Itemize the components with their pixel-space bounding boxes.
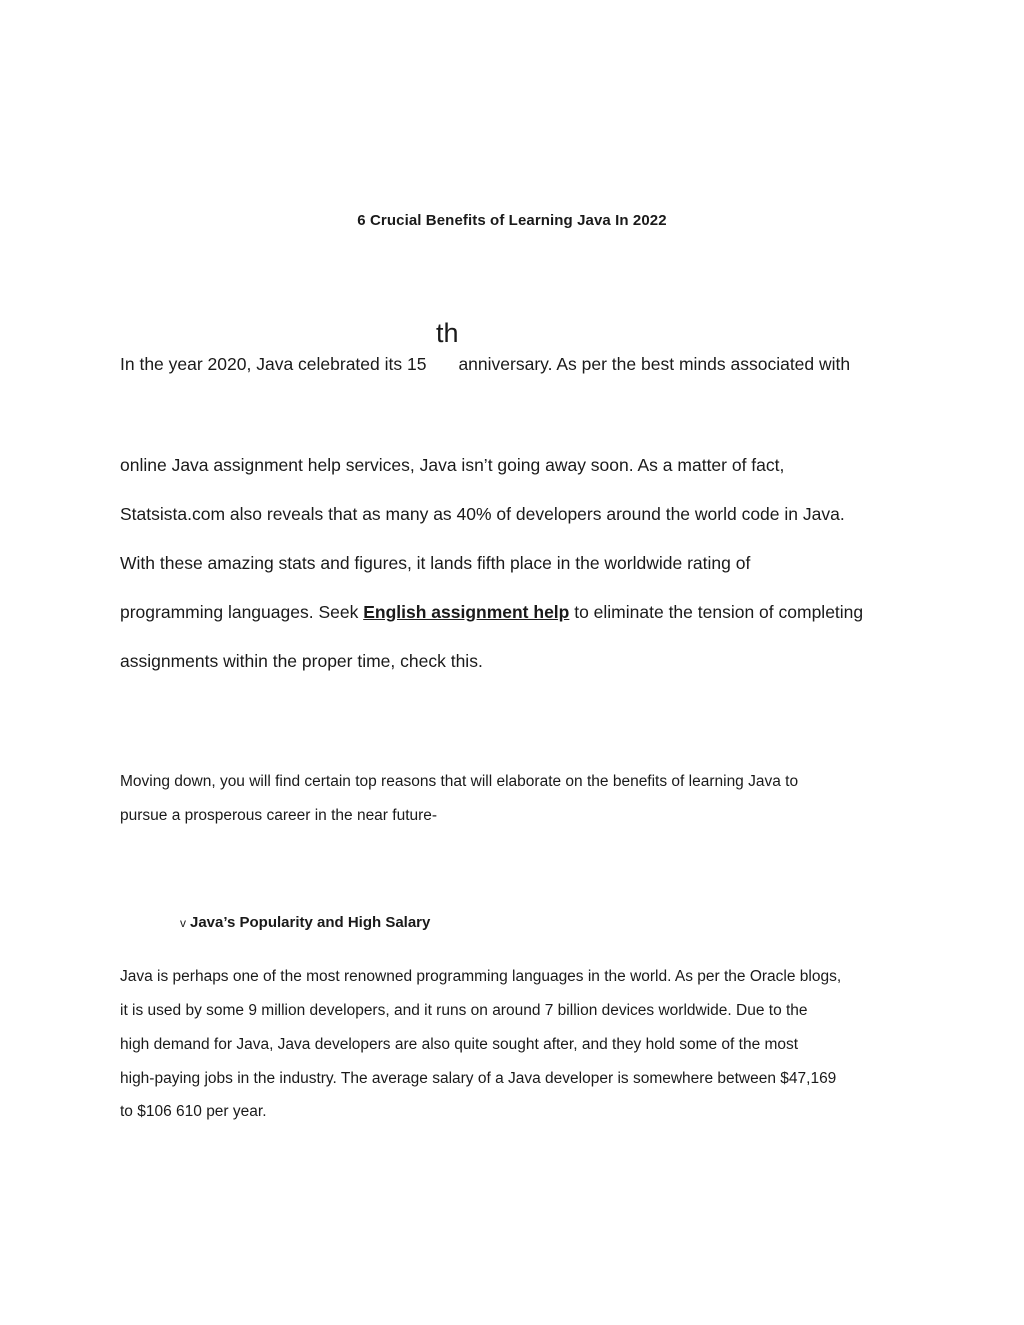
transition-line-2: pursue a prosperous career in the near future- xyxy=(120,807,438,824)
bullet-marker: v xyxy=(180,916,186,930)
intro-line-1 xyxy=(120,354,850,375)
ordinal-superscript: th xyxy=(436,318,459,348)
section-body-line-5: to $106 610 per year. xyxy=(120,1103,267,1120)
document-title: 6 Crucial Benefits of Learning Java In 2022 xyxy=(357,212,667,229)
intro-line-1-start: In the year 2020, Java celebrated its 15 xyxy=(120,354,427,374)
section-body-line-2: it is used by some 9 million developers, and it runs on around 7 billion devices worldwide. Due to the xyxy=(120,1002,808,1019)
english-assignment-help-link[interactable]: English assignment help xyxy=(363,602,570,622)
section-body-line-1: Java is perhaps one of the most renowned programming languages in the world. As per the Oracle blogs, xyxy=(120,968,842,985)
intro-line-5-end: to eliminate the tension of completing xyxy=(569,602,864,622)
section-body-line-3: high demand for Java, Java developers are also quite sought after, and they hold some of the most xyxy=(120,1036,799,1053)
intro-line-3: Statsista.com also reveals that as many as 40% of developers around the world code in Java. xyxy=(120,504,845,524)
section-body-line-4: high-paying jobs in the industry. The average salary of a Java developer is somewhere between $47,169 xyxy=(120,1070,837,1087)
intro-line-1-end: anniversary. As per the best minds associated with xyxy=(458,354,851,374)
intro-line-6: assignments within the proper time, check this. xyxy=(120,651,483,671)
section-heading-text: Java’s Popularity and High Salary xyxy=(190,914,431,931)
intro-line-5 xyxy=(120,602,863,623)
intro-line-2: online Java assignment help services, Java isn’t going away soon. As a matter of fact, xyxy=(120,455,785,475)
intro-line-5-start: programming languages. Seek xyxy=(120,602,364,622)
transition-line-1: Moving down, you will find certain top reasons that will elaborate on the benefits of learning Java to xyxy=(120,773,799,790)
intro-line-4: With these amazing stats and figures, it lands fifth place in the worldwide rating of xyxy=(120,553,751,573)
section-heading xyxy=(180,914,430,931)
